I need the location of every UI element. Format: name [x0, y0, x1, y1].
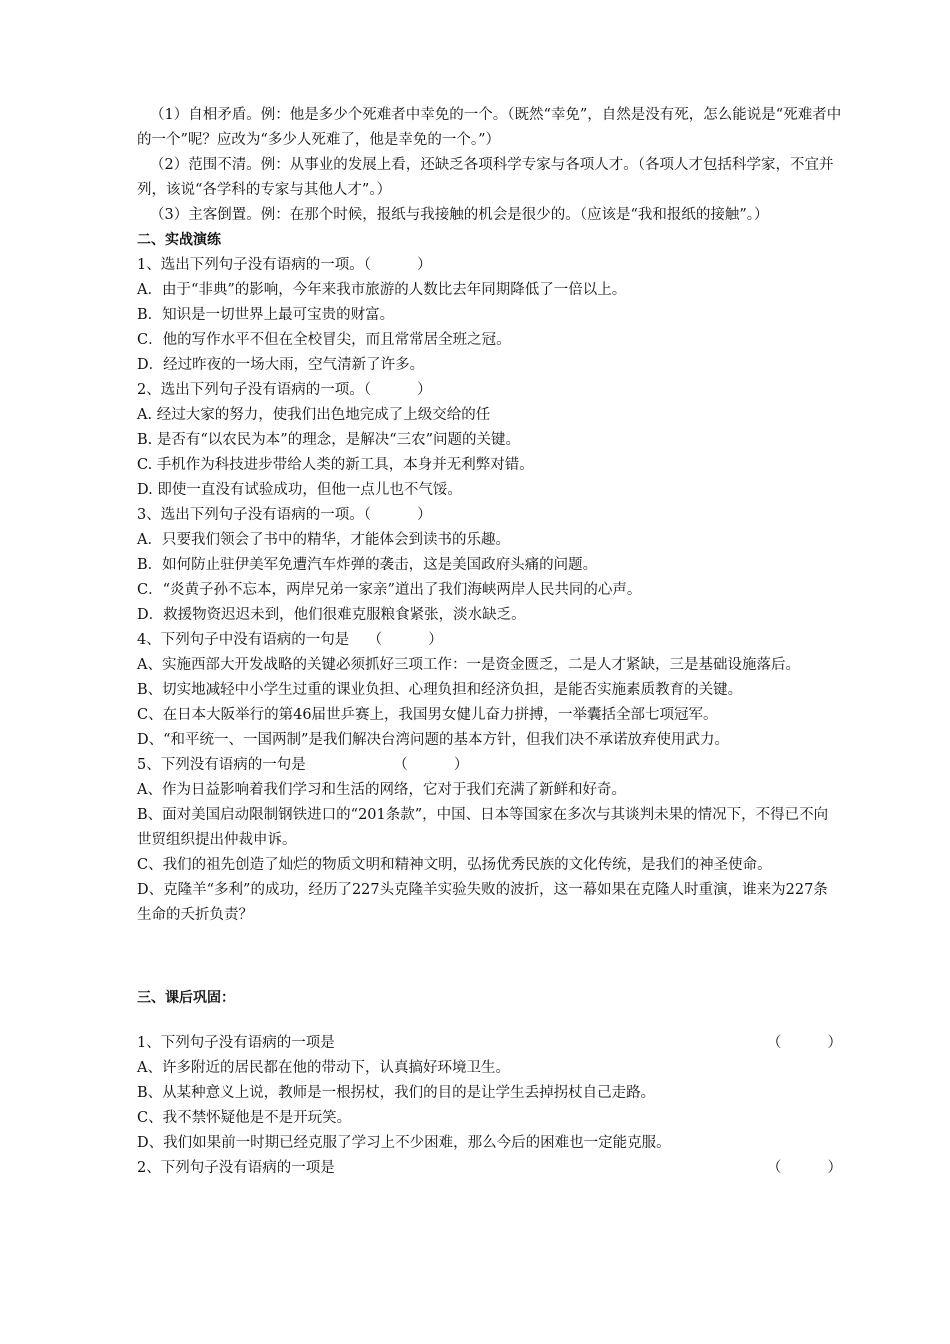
question-5-option-a: A、作为日益影响着我们学习和生活的网络，它对于我们充满了新鲜和好奇。 [137, 782, 626, 798]
section-spacer [137, 1011, 842, 1031]
review-question-1-stem: 1、下列句子没有语病的一项是 [137, 1035, 335, 1051]
section-spacer [137, 928, 842, 986]
question-3-option-b: B．如何防止驻伊美军免遭汽车炸弹的袭击，这是美国政府头痛的问题。 [137, 557, 598, 573]
section-heading-practice: 二、实战演练 [137, 232, 221, 248]
question-1-option-b: B．知识是一切世界上最可宝贵的财富。 [137, 307, 395, 323]
question-3-option-c: C．“炎黄子孙不忘本，两岸兄弟一家亲”道出了我们海峡两岸人民共同的心声。 [137, 582, 642, 598]
review-question-2-stem: 2、下列句子没有语病的一项是 [137, 1160, 335, 1176]
question-2-option-a: A. 经过大家的努力，使我们出色地完成了上级交给的任 [137, 407, 491, 423]
question-4-option-c: C、在日本大阪举行的第46届世乒赛上，我国男女健儿奋力拼搏，一举囊括全部七项冠军。 [137, 707, 718, 723]
question-2-option-d: D. 即使一直没有试验成功，但他一点儿也不气馁。 [137, 482, 462, 498]
review-question-2-stem-line [137, 1156, 842, 1181]
grammar-rule-3: （3）主客倒置。例：在那个时候，报纸与我接触的机会是很少的。（应该是“我和报纸的接触”。） [150, 207, 769, 223]
question-2-stem: 2、选出下列句子没有语病的一项。（ ） [137, 382, 432, 398]
review-question-1-option-a: A、许多附近的居民都在他的带动下，认真搞好环境卫生。 [137, 1060, 510, 1076]
document-body [137, 103, 842, 1181]
question-1-option-a: A．由于“非典”的影响，今年来我市旅游的人数比去年同期降低了一倍以上。 [137, 282, 627, 298]
question-3-option-d: D．救援物资迟迟未到，他们很难克服粮食紧张，淡水缺乏。 [137, 607, 526, 623]
question-3-option-a: A．只要我们领会了书中的精华，才能体会到读书的乐趣。 [137, 532, 510, 548]
answer-bracket: （ ） [766, 1160, 842, 1176]
question-5-stem: 5、下列没有语病的一句是 （ ） [137, 757, 469, 773]
question-2-option-c: C. 手机作为科技进步带给人类的新工具，本身并无利弊对错。 [137, 457, 534, 473]
answer-bracket: （ ） [766, 1035, 842, 1051]
question-4-option-b: B、切实地减轻中小学生过重的课业负担、心理负担和经济负担，是能否实施素质教育的关键。 [137, 682, 743, 698]
question-4-option-a: A、实施西部大开发战略的关键必须抓好三项工作：一是资金匮乏，二是人才紧缺，三是基础设施落后。 [137, 657, 800, 673]
question-3-stem: 3、选出下列句子没有语病的一项。（ ） [137, 507, 432, 523]
review-question-1-option-c: C、我不禁怀疑他是不是开玩笑。 [137, 1110, 352, 1126]
grammar-rule-2: （2）范围不清。例：从事业的发展上看，还缺乏各项科学专家与各项人才。（各项人才包括科学家，不宜并列，该说“各学科的专家与其他人才”。） [137, 157, 834, 198]
question-5-option-c: C、我们的祖先创造了灿烂的物质文明和精神文明，弘扬优秀民族的文化传统，是我们的神圣使命。 [137, 857, 772, 873]
grammar-rule-1: （1）自相矛盾。例：他是多少个死难者中幸免的一个。（既然“幸免”，自然是没有死，怎么能说是“死难者中的一个”呢？应改为“多少人死难了，他是幸免的一个。”） [137, 107, 842, 148]
question-1-option-d: D．经过昨夜的一场大雨，空气清新了许多。 [137, 357, 425, 373]
section-heading-review: 三、课后巩固： [137, 990, 235, 1006]
review-question-1-option-b: B、从某种意义上说，教师是一根拐杖，我们的目的是让学生丢掉拐杖自己走路。 [137, 1085, 656, 1101]
question-4-stem: 4、下列句子中没有语病的一句是 （ ） [137, 632, 443, 648]
question-2-option-b: B. 是否有“以农民为本”的理念，是解决“三农”问题的关键。 [137, 432, 521, 448]
question-5-option-b: B、面对美国启动限制钢铁进口的“201条款”，中国、日本等国家在多次与其谈判未果的情况下，不得已不向世贸组织提出仲裁申诉。 [137, 807, 829, 848]
review-question-1-option-d: D、我们如果前一时期已经克服了学习上不少困难，那么今后的困难也一定能克服。 [137, 1135, 671, 1151]
question-1-stem: 1、选出下列句子没有语病的一项。（ ） [137, 257, 432, 273]
question-1-option-c: C．他的写作水平不但在全校冒尖，而且常常居全班之冠。 [137, 332, 511, 348]
question-5-option-d: D、克隆羊“多利”的成功，经历了227头克隆羊实验失败的波折，这一幕如果在克隆人时重演，谁来为227条生命的夭折负责？ [137, 882, 828, 923]
question-4-option-d: D、“和平统一、一国两制”是我们解决台湾问题的基本方针，但我们决不承诺放弃使用武力。 [137, 732, 729, 748]
review-question-1-stem-line [137, 1031, 842, 1056]
